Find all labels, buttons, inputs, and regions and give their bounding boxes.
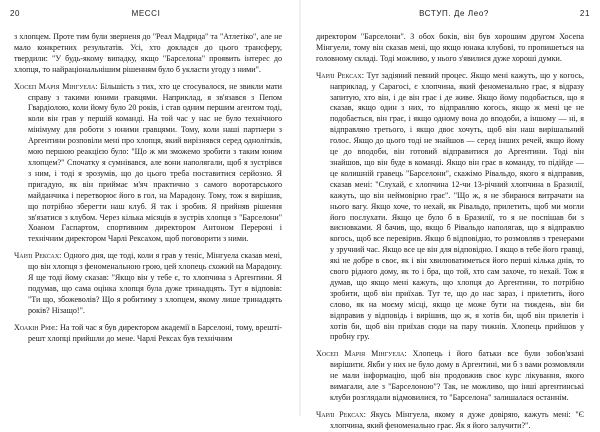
left-page-text [14, 32, 282, 412]
paragraph [14, 82, 282, 246]
paragraph-text: з хлопцем. Проте тим були зверненя до "Реал Мадрида" та "Атлетіко", але не мало конкретних результатів. Усі, хто докладся до цього трансферу, твердили: "У будь-якому випадку, якщо "Барселона" проявить інтерес до хлопця, то найраціональнішим рішенням було б укласти угоду з ними". [14, 32, 282, 74]
speaker-name: Чарлі Рексах [316, 409, 364, 419]
speaker-name: Хосеп Марія Мінгуела [316, 349, 405, 359]
paragraph-text: : Тут задіяний певний процес. Якщо мені кажуть, що у когось, наприклад, у Сарагосі, є хлопчина, який феноменально грає, я відразу запитую, хто він, і де він грає і де живе. Якщо йому подобається, що я сказав, якщо один з них, то відправляю когось, якщо ж мені це не подобається, він грає, і якщо одному вона до вподоби, а іншому — ні, я відправляю третього, і якщо двоє хочуть, щоб він наш вирішальний голос. Якщо до цього тоді не знайшов — серед інших речей, якщо йому це до вподоби, він готовий відправитися до Аргентини. Тоді він знайшов, що він буде в команді. Якщо він грає в команду, то підійде — це колишній гравець "Барселони", скажімо Рівальдо, якого я відправив, сказав мені: "Слухай, є хлопчина 12-чи 13-річний хлопчина в Бразилії, кажуть, що він неймовірно грає". "Що ж, я не збираюся витрачати на нього вагу. Якщо хоче, то нехай, як Рівальдо, прилетить, щоб ми могли його послухати. Якщо це було б в Бразилії, то я не поспішав би з висновками. Я бачив, що, якщо б Рівальдо наполягав, що я відправлю когось, щоб все перевірив. Якщо б відповідно, то розмовляв з тренерами у зручний час. Якщо все це він для відповідно. І якщо в тебе його гравці, які не добре в своє, як і він хвилюватиметься його перші кілька днів, то свого рідного дому, як то і бра, що той, хто сам захоче, то нехай. Тож я думав, що якщо мені кажуть, що хлопця до Аргентини, то потрібно зробити, щоб він приїхав. Тут те, що до нас зараз, і прилетить, його слово, як на моєму місці, якщо це може бути на тиждень, він би відправив у відповідь і вирішив, що ж, я хотів би, щоб він прилетів і хотів би, щоб він приїхав сюди на пару тижнів. Хлопець прийшов у пробну гру. [330, 70, 584, 342]
paragraph-text: : Хлопець і його батьки все були зобов'язані вирішити. Якби у них не було дому в Аргентині, ми б з вами розмовляли не мали інформацію, щоб він продовжив своє курс лікування, якого вимагали, але з "Барселоною"? Так, не можливо, що інші аргентинські клуби розглядали відмовилися, то "Барселона" залишалася останнім. [330, 349, 584, 402]
left-page-number: 20 [10, 9, 21, 18]
left-page-header [10, 9, 282, 21]
paragraph-text: : Одного дня, ще тоді, коли я грав у теніс, Мінгуела сказав мені, що він хлопця з феноменальною грою, цей хлопець схожий на Марадону. Я ще тоді йому сказав: "Якщо він у тебе є, то хлопчина з Аргентини. Я подумав, що сама оцінка хлопця була дуже тринадцять. Тут я відповів: "Ти що, збожеволів? Що я робитиму з хлопцем, якому лише тринадцять років? Нізащо!". [28, 251, 282, 315]
paragraph [14, 32, 282, 76]
paragraph [316, 32, 584, 65]
paragraph-text: : Якусь Мінгуела, якому я дуже довіряю, кажуть мені: "Є хлопчина, який феноменально грає. Як я його залучити?". [330, 409, 584, 430]
right-page-header [318, 9, 590, 21]
speaker-name: Хосеп Марія Мінгуела [14, 81, 96, 91]
paragraph-text: : На той час я був директором академії в Барселоні, тому, врешті-решт хлопці прийшли до мене. Чарлі Рексах був технічним [28, 322, 282, 343]
paragraph [14, 323, 282, 345]
speaker-name: Чарлі Рексах [316, 70, 362, 80]
speaker-name: Чарлі Рексах [14, 251, 60, 261]
paragraph [316, 349, 584, 404]
speaker-name: Хоакін Ріфе [14, 322, 56, 332]
right-page [308, 0, 600, 430]
right-page-number: 21 [579, 9, 590, 18]
paragraph [316, 410, 584, 432]
paragraph [14, 251, 282, 316]
paragraph-text: директором "Барселони". З обох боків, він був хорошим другом Хосепа Мінгуели, тому він сказав мені, що якщо юнака клубові, то пропишеться на головному складі. Тоді можливо, у нього з'явилися дуже хороші думки. [316, 32, 584, 63]
right-running-head: ВСТУП. Де Лео? [419, 9, 489, 18]
right-page-text [316, 32, 584, 430]
book-gutter [299, 0, 301, 416]
paragraph [316, 71, 584, 344]
left-page [0, 0, 292, 416]
paragraph-text: : Більшість з тих, хто це стосувалося, не звикли мати справу з такими юними гравцями. Наприклад, я зв'язався з Пепом Гвардіолою, коли йому було 20 років, і став одним першим агентом тоді, коли він грав у першій команді. На той час у нас не було технічного мінімуму для роботи з юними гравцями. Тому, коли наші партнери з Аргентини розповіли мені про хлопця, який вирізнявся серед однолітків, мою першою реакцією було: "Що ж ми зможемо зробити з таким юним хлопцем?" Спочатку я сумнівався, але вони наполягали, щоб я зустрівся з ним, і тоді я зрозумів, що до цього треба поставитися серйозно. Я пригадую, як він приймає м'яч практично з самого воротарського майданчика і перетворює його в гол, на Марадону. Тому, тож я вирішив, що потрібно зберегти наш клуб. Я так і зробив. Я прийняв рішення зв'язатися з клубом. Через кілька місяців я зустрів хлопця з "Барселони" Хоаном Гаспартом, спортивним директором Антоном Перероні і технічним директором Чарлі Рексахом, щоб поговорити з ними. [28, 81, 282, 244]
left-running-head: МЕССІ [131, 9, 161, 18]
